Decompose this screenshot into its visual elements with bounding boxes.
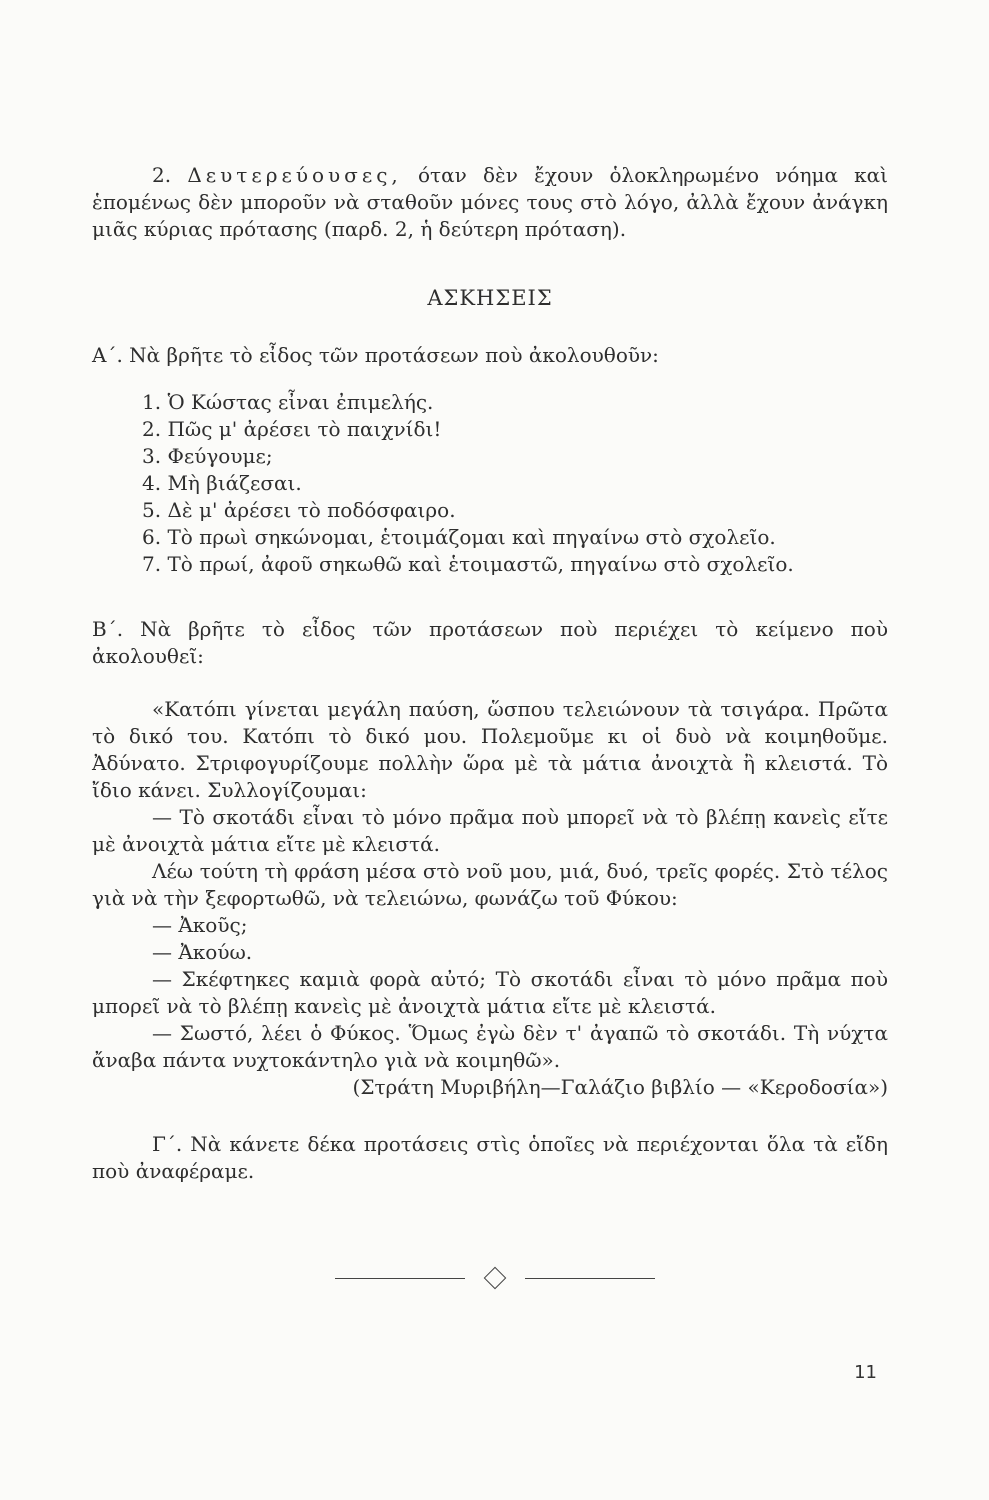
paragraph-2 bbox=[92, 162, 888, 243]
list-item: 2. Πῶς μ' ἀρέσει τὸ παιχνίδι! bbox=[142, 417, 442, 441]
quote-paragraph: — Ἀκοῦς; bbox=[152, 913, 248, 937]
page-number: 11 bbox=[854, 1362, 877, 1383]
quote-source: (Στράτη Μυριβήλη—Γαλάζιο βιβλίο — «Κεροδοσία») bbox=[352, 1075, 888, 1099]
quote-paragraph: — Ἀκούω. bbox=[152, 940, 253, 964]
exercise-a-label: Α΄. Νὰ βρῆτε τὸ εἶδος τῶν προτάσεων ποὺ ἀκολουθοῦν: bbox=[92, 343, 659, 367]
quote-paragraph: — Σωστό, λέει ὁ Φύκος. Ὅμως ἐγὼ δὲν τ' ἀγαπῶ τὸ σκοτάδι. Τὴ νύχτα ἄναβα πάντα νυχτοκάντηλο γιὰ νὰ κοιμηθῶ». bbox=[92, 1021, 888, 1072]
quote-paragraph: — Σκέφτηκες καμιὰ φορὰ αὐτό; Τὸ σκοτάδι εἶναι τὸ μόνο πρᾶμα ποὺ μπορεῖ νὰ τὸ βλέπῃ κανεὶς μὲ ἀνοιχτὰ μάτια εἴτε μὲ κλειστά. bbox=[92, 967, 888, 1018]
list-item: 6. Τὸ πρωὶ σηκώνομαι, ἑτοιμάζομαι καὶ πηγαίνω στὸ σχολεῖο. bbox=[142, 525, 776, 549]
section-divider bbox=[0, 1270, 989, 1286]
exercise-b-label: Β΄. Νὰ βρῆτε τὸ εἶδος τῶν προτάσεων ποὺ περιέχει τὸ κείμενο ποὺ ἀκολουθεῖ: bbox=[92, 617, 888, 668]
quote-paragraph: Λέω τούτη τὴ φράση μέσα στὸ νοῦ μου, μιά, δυό, τρεῖς φορές. Στὸ τέλος γιὰ νὰ τὴν ξεφορτωθῶ, νὰ τελειώνω, φωνάζω τοῦ Φύκου: bbox=[92, 859, 888, 910]
paragraph-2-term: Δευτερεύουσες, bbox=[187, 163, 402, 187]
list-item: 4. Μὴ βιάζεσαι. bbox=[142, 471, 302, 495]
paragraph-2-number: 2. bbox=[152, 163, 172, 187]
exercise-a-list bbox=[142, 389, 888, 578]
exercise-c-label: Γ΄. Νὰ κάνετε δέκα προτάσεις στὶς ὁποῖες νὰ περιέχονται ὅλα τὰ εἴδη ποὺ ἀναφέραμε. bbox=[92, 1132, 888, 1183]
paragraph-2-text: όταν δὲν ἔχουν ὁλοκληρωμένο νόημα καὶ ἑπομένως δὲν μποροῦν νὰ σταθοῦν μόνες τους στὸ λόγο, ἀλλὰ ἔχουν ἀνάγκη μιᾶς κύριας πρότασης (παρδ. 2, ἡ δεύτερη πρόταση). bbox=[92, 163, 889, 241]
quote-paragraph: «Κατόπι γίνεται μεγάλη παύση, ὥσπου τελειώνουν τὰ τσιγάρα. Πρῶτα τὸ δικό του. Κατόπι τὸ δικό μου. Πολεμοῦμε κι οἱ δυὸ νὰ κοιμηθοῦμε. Ἀδύνατο. Στριφογυρίζουμε πολλὴν ὥρα μὲ τὰ μάτια ἀνοιχτὰ ἢ κλειστά. Τὸ ἴδιο κάνει. Συλλογίζουμαι: bbox=[92, 697, 888, 802]
list-item: 1. Ὁ Κώστας εἶναι ἐπιμελής. bbox=[142, 390, 434, 414]
divider-line-right bbox=[525, 1278, 655, 1279]
list-item: 3. Φεύγουμε; bbox=[142, 444, 273, 468]
list-item: 7. Τὸ πρωί, ἀφοῦ σηκωθῶ καὶ ἑτοιμαστῶ, πηγαίνω στὸ σχολεῖο. bbox=[142, 552, 794, 576]
divider-line-left bbox=[335, 1278, 465, 1279]
list-item: 5. Δὲ μ' ἀρέσει τὸ ποδόσφαιρο. bbox=[142, 498, 456, 522]
quote-paragraph: — Τὸ σκοτάδι εἶναι τὸ μόνο πρᾶμα ποὺ μπορεῖ νὰ τὸ βλέπῃ κανεὶς εἴτε μὲ ἀνοιχτὰ μάτια εἴτε μὲ κλειστά. bbox=[92, 805, 888, 856]
exercises-heading: ΑΣΚΗΣΕΙΣ bbox=[427, 286, 553, 310]
page-text bbox=[92, 162, 888, 1185]
diamond-icon bbox=[483, 1267, 506, 1290]
